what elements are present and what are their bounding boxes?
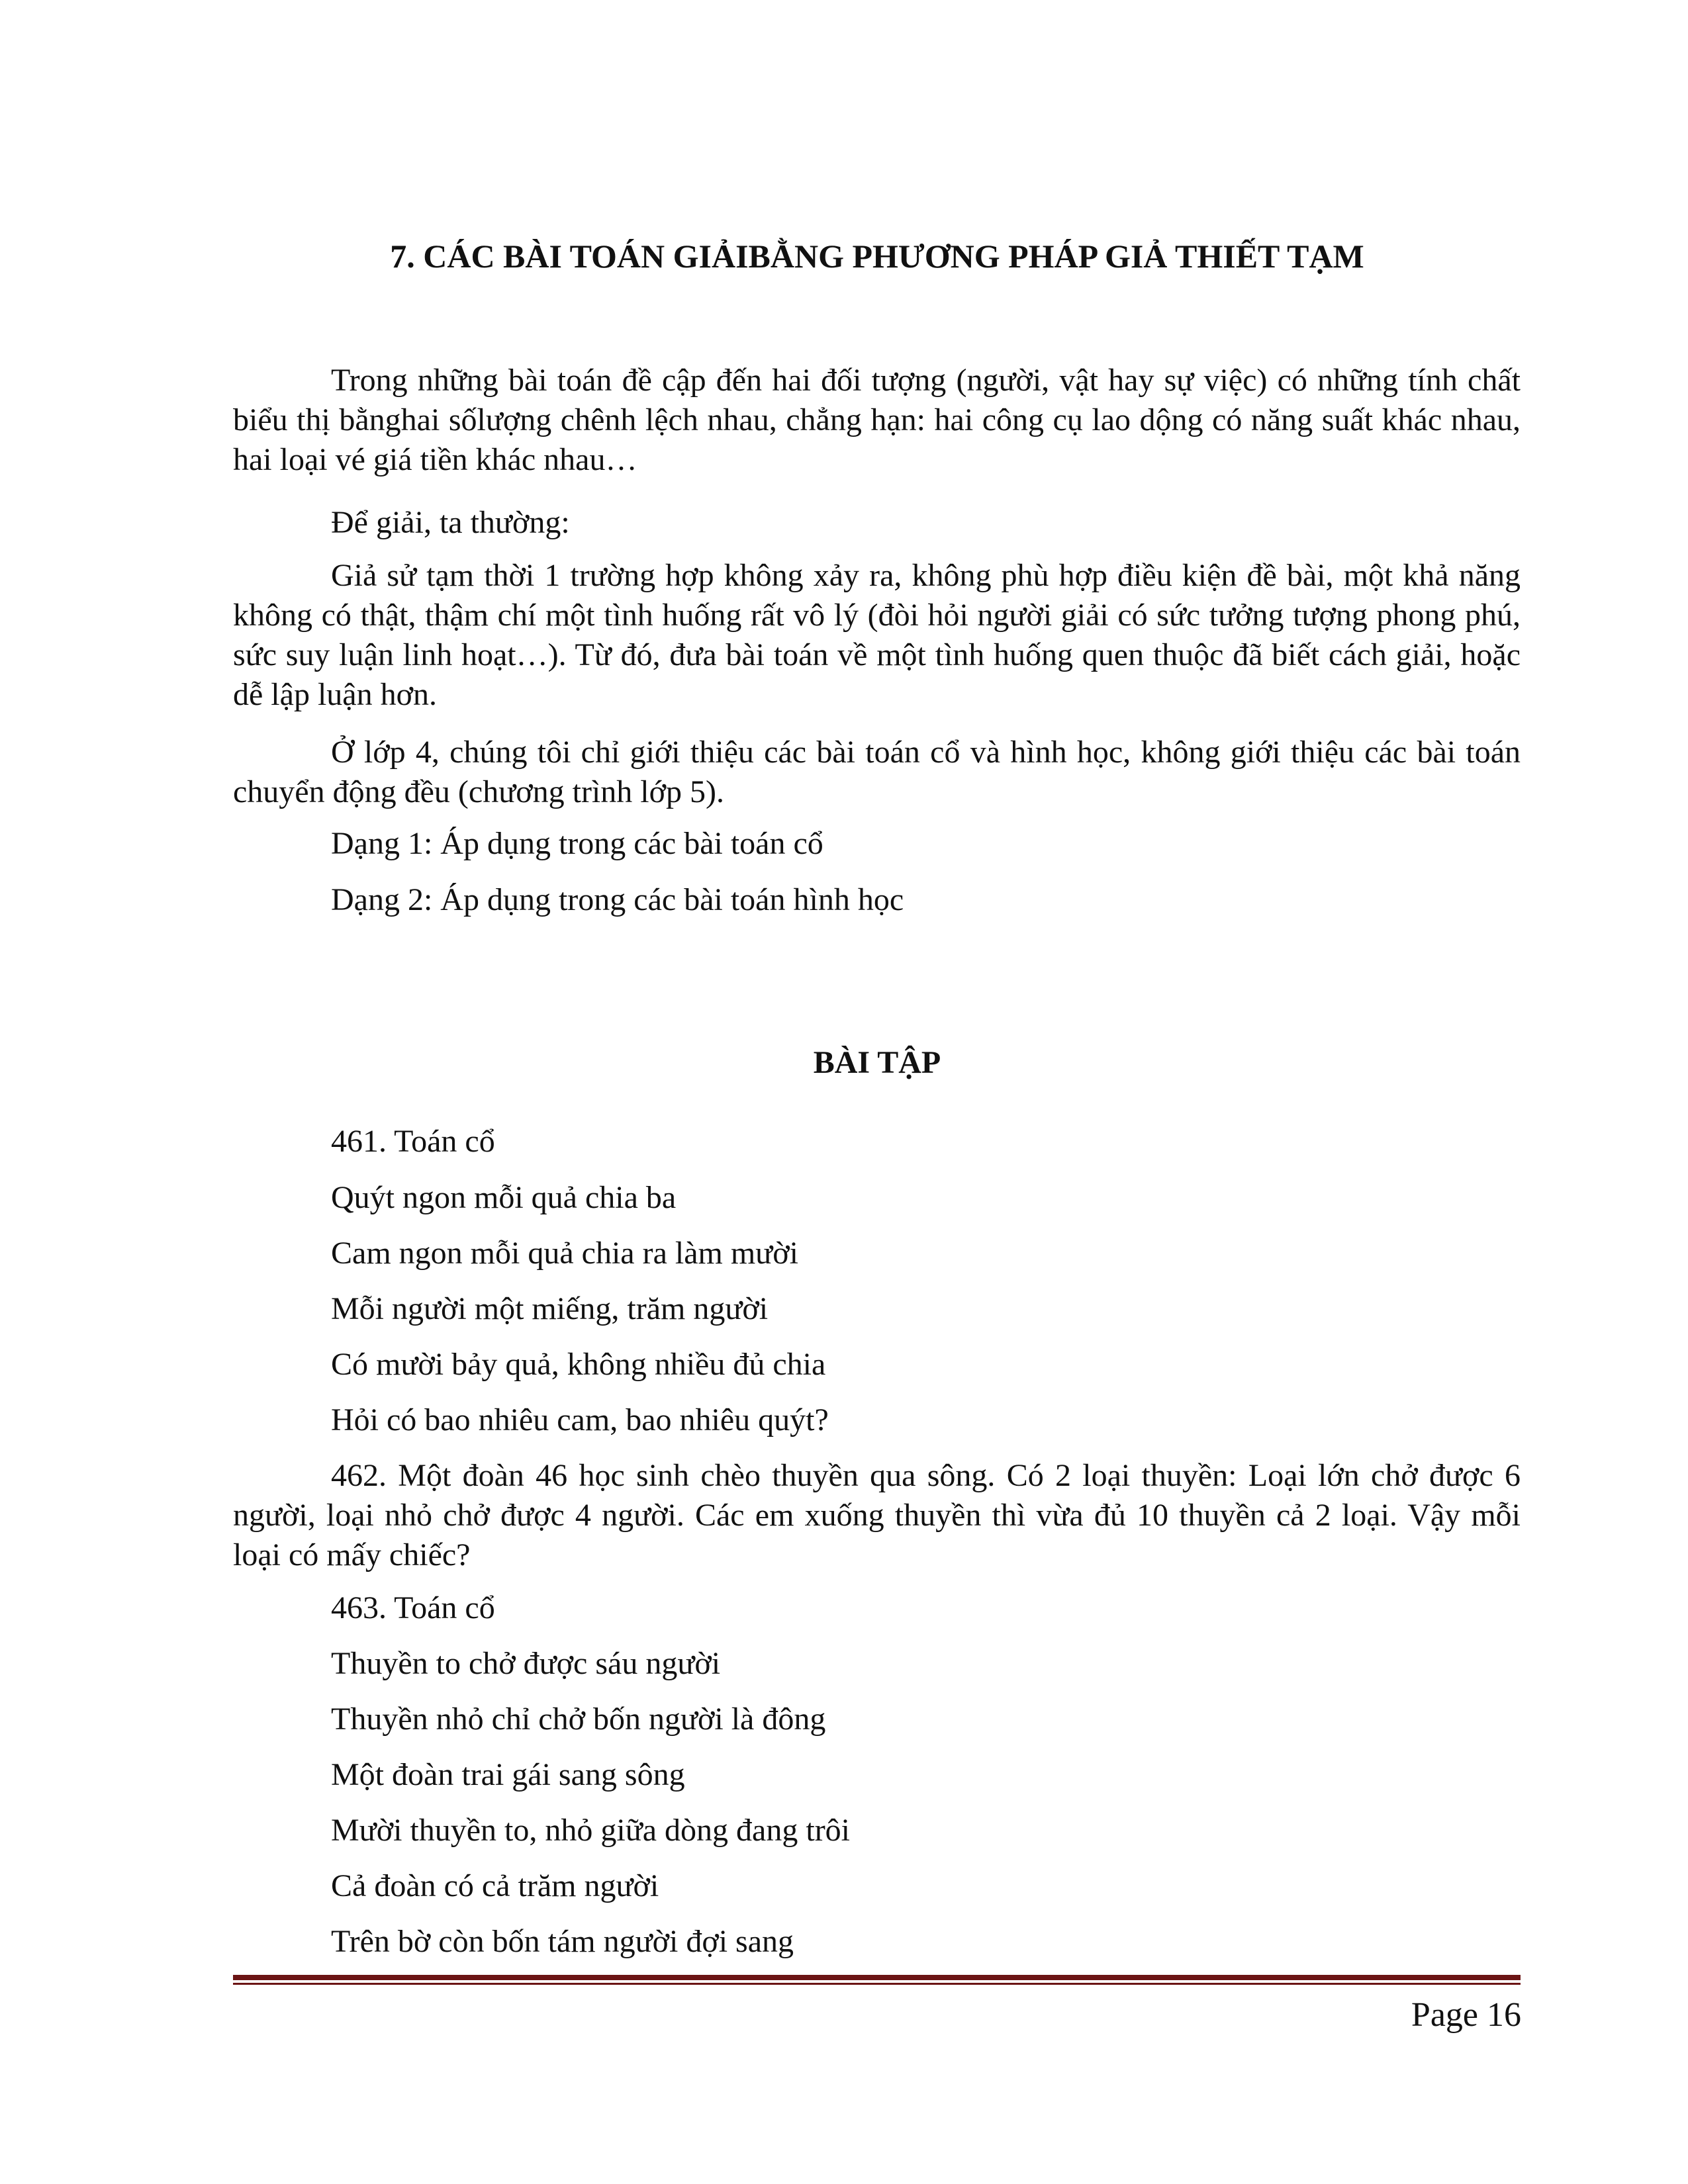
page-number: Page 16 (1411, 1996, 1521, 2034)
problem-463-label: 463. Toán cổ (331, 1590, 495, 1625)
chapter-title: 7. CÁC BÀI TOÁN GIẢIBẰNG PHƯƠNG PHÁP GIẢ THIẾT TẠM (390, 238, 1364, 275)
problem-463-line: Trên bờ còn bốn tám người đợi sang (331, 1924, 794, 1959)
footer-divider (233, 1975, 1521, 1980)
intro-paragraph-4: Ở lớp 4, chúng tôi chỉ giới thiệu các bài toán cổ và hình học, không giới thiệu các bài toán chuyển động đều (chương trình lớp 5). (233, 735, 1521, 809)
problem-463-line: Thuyền to chở được sáu người (331, 1646, 721, 1681)
problem-463-line: Mười thuyền to, nhỏ giữa dòng đang trôi (331, 1813, 851, 1848)
problem-463-line: Thuyền nhỏ chỉ chở bốn người là đông (331, 1702, 826, 1737)
footer-divider-thin (233, 1983, 1521, 1985)
intro-paragraph-3: Giả sử tạm thời 1 trường hợp không xảy ra, không phù hợp điều kiện đề bài, một khả năng không có thật, thậm chí một tình huống rất vô lý (đòi hỏi người giải có sức tưởng tượng phong phú, sức suy luận linh hoạt…). Từ đó, đưa bài toán về một tình huống quen thuộc đã biết cách giải, hoặc dễ lập luận hơn. (233, 558, 1521, 712)
exercises-heading: BÀI TẬP (813, 1045, 941, 1080)
problem-461-line: Có mười bảy quả, không nhiều đủ chia (331, 1347, 826, 1382)
problem-461-line: Cam ngon mỗi quả chia ra làm mười (331, 1236, 798, 1271)
problem-461-line: Mỗi người một miếng, trăm người (331, 1291, 769, 1326)
intro-paragraph-1: Trong những bài toán đề cập đến hai đối tượng (người, vật hay sự việc) có những tính chất biểu thị bằnghai sốlượng chênh lệch nhau, chẳng hạn: hai công cụ lao dộng có năng suất khác nhau, hai loại vé giá tiền khác nhau… (233, 363, 1521, 477)
problem-463-line: Một đoàn trai gái sang sông (331, 1757, 685, 1792)
problem-461-line: Quýt ngon mỗi quả chia ba (331, 1180, 677, 1215)
method-type-1: Dạng 1: Áp dụng trong các bài toán cổ (331, 826, 823, 861)
method-type-2: Dạng 2: Áp dụng trong các bài toán hình học (331, 882, 904, 917)
problem-461-label: 461. Toán cổ (331, 1124, 495, 1159)
intro-paragraph-2: Để giải, ta thường: (331, 505, 570, 540)
problem-463-line: Cả đoàn có cả trăm người (331, 1868, 659, 1903)
problem-462: 462. Một đoàn 46 học sinh chèo thuyền qua sông. Có 2 loại thuyền: Loại lớn chở được 6 người, loại nhỏ chở được 4 người. Các em xuống thuyền thì vừa đủ 10 thuyền cả 2 loại. Vậy mỗi loại có mấy chiếc? (233, 1458, 1521, 1572)
problem-461-line: Hỏi có bao nhiêu cam, bao nhiêu quýt? (331, 1402, 829, 1437)
